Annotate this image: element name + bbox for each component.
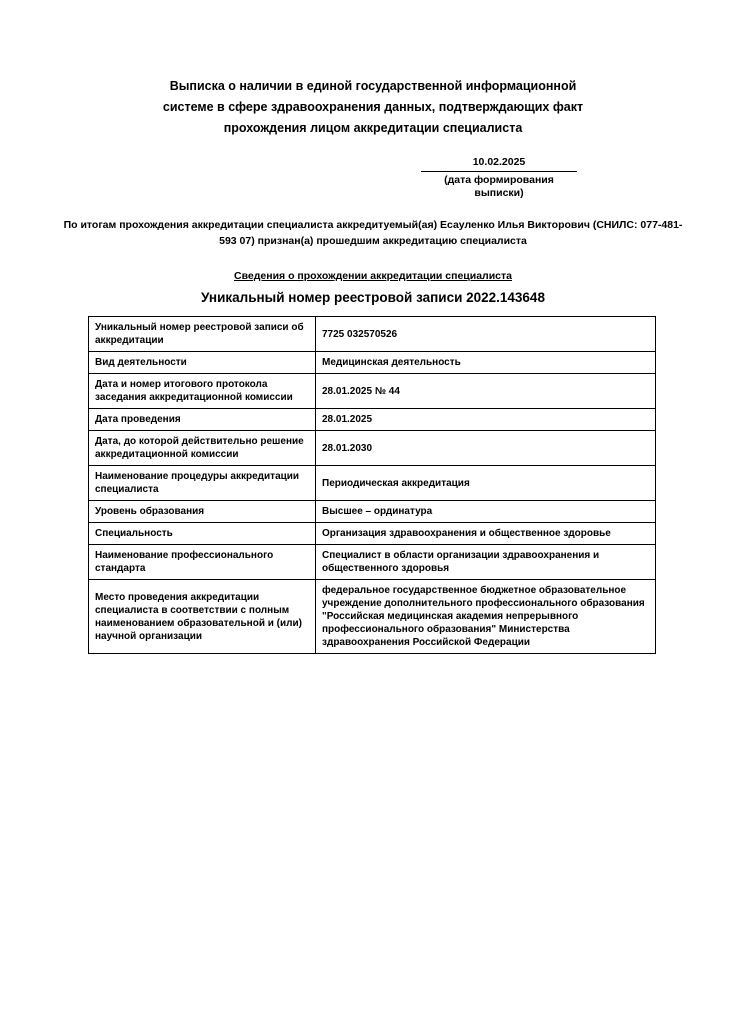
- row-value: федеральное государственное бюджетное образовательное учреждение дополнительного профессионального образования "Российская медицинская академия непрерывного профессионального образования" Министерства здравоохранения Российской Федерации: [316, 580, 656, 654]
- row-value: Периодическая аккредитация: [316, 466, 656, 501]
- document-title-line: Выписка о наличии в единой государственной информационной: [169, 79, 577, 93]
- row-label: Место проведения аккредитации специалиста в соответствии с полным наименованием образовательной и (или) научной организации: [89, 580, 316, 654]
- extract-date-value: 10.02.2025: [421, 156, 577, 172]
- table-row: [89, 352, 656, 374]
- registry-number-heading: Уникальный номер реестровой записи 2022.143648: [201, 290, 545, 305]
- table-row: [89, 545, 656, 580]
- row-label: Уровень образования: [89, 501, 316, 523]
- accreditation-result-line: По итогам прохождения аккредитации специалиста аккредитуемый(ая) Есауленко Илья Викторович (СНИЛС: 077-481-: [63, 219, 683, 231]
- row-value: 28.01.2025: [316, 409, 656, 431]
- accreditation-table-body: [89, 317, 656, 654]
- table-row: [89, 431, 656, 466]
- document-title-line: прохождения лицом аккредитации специалиста: [223, 121, 523, 135]
- row-label: Дата проведения: [89, 409, 316, 431]
- table-row: [89, 580, 656, 654]
- row-label: Дата и номер итогового протокола заседания аккредитационной комиссии: [89, 374, 316, 409]
- document-title: [133, 0, 613, 139]
- row-value: Специалист в области организации здравоохранения и общественного здоровья: [316, 545, 656, 580]
- row-label: Вид деятельности: [89, 352, 316, 374]
- table-row: [89, 409, 656, 431]
- row-label: Специальность: [89, 523, 316, 545]
- table-row: [89, 501, 656, 523]
- table-row: [89, 317, 656, 352]
- extract-date-caption: (дата формирования выписки): [444, 174, 554, 199]
- table-row: [89, 374, 656, 409]
- row-value: Организация здравоохранения и общественное здоровье: [316, 523, 656, 545]
- row-value: 7725 032570526: [316, 317, 656, 352]
- accreditation-result-paragraph: [43, 217, 703, 249]
- row-label: Уникальный номер реестровой записи об аккредитации: [89, 317, 316, 352]
- row-value: 28.01.2030: [316, 431, 656, 466]
- section-heading: Сведения о прохождении аккредитации специалиста: [234, 270, 512, 282]
- row-label: Дата, до которой действительно решение аккредитационной комиссии: [89, 431, 316, 466]
- row-value: Высшее – ординатура: [316, 501, 656, 523]
- table-row: [89, 466, 656, 501]
- extract-date-block: [421, 156, 577, 200]
- table-row: [89, 523, 656, 545]
- row-label: Наименование профессионального стандарта: [89, 545, 316, 580]
- row-value: Медицинская деятельность: [316, 352, 656, 374]
- document-title-line: системе в сфере здравоохранения данных, подтверждающих факт: [162, 100, 584, 114]
- row-value: 28.01.2025 № 44: [316, 374, 656, 409]
- accreditation-details-table: [88, 316, 656, 654]
- accreditation-result-line: 593 07) признан(а) прошедшим аккредитацию специалиста: [219, 235, 527, 247]
- row-label: Наименование процедуры аккредитации специалиста: [89, 466, 316, 501]
